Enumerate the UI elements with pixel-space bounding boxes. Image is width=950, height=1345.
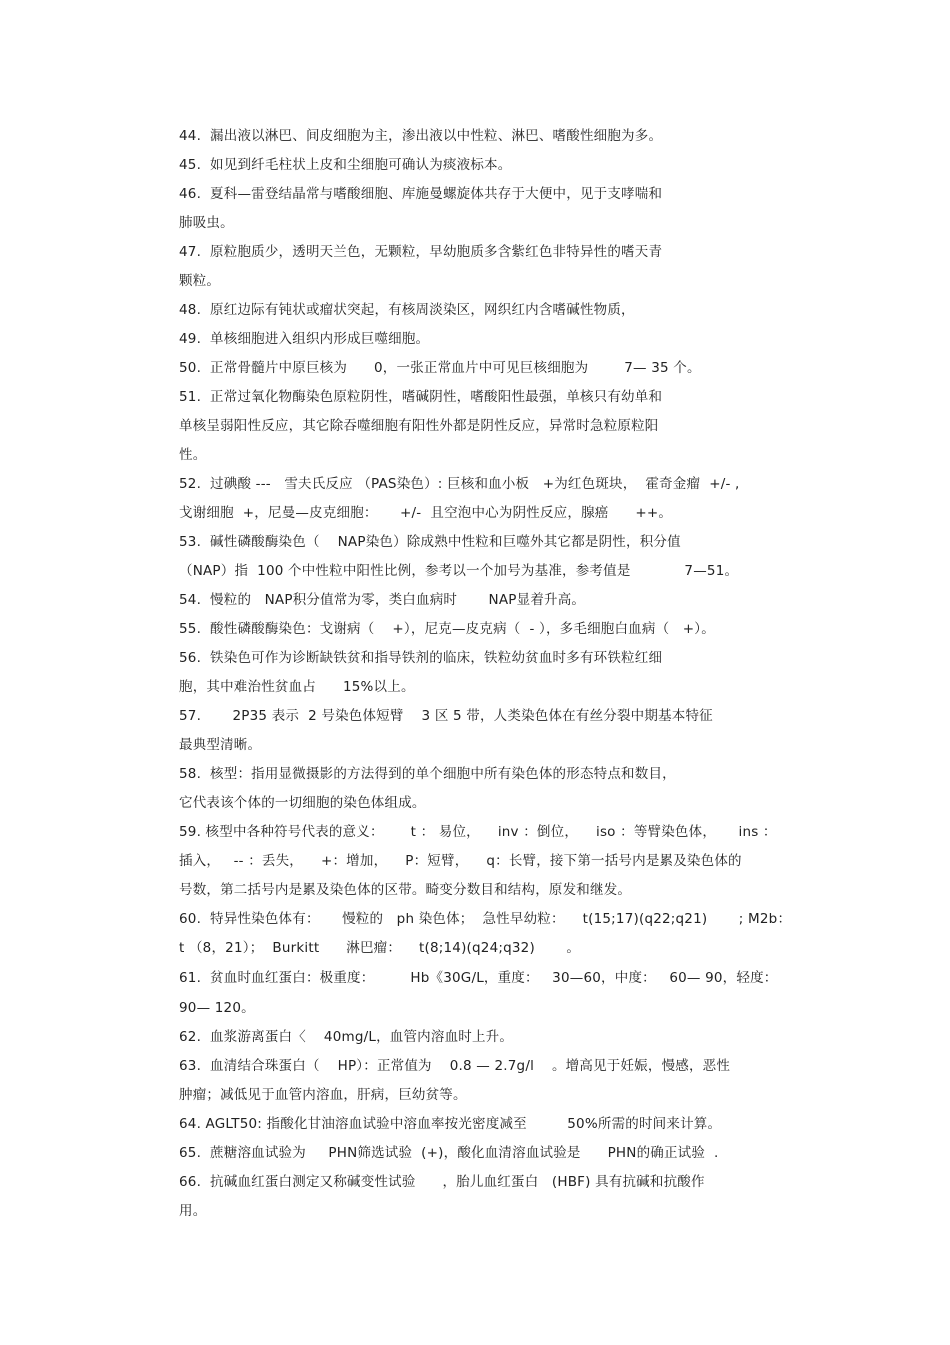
text-line: 肿瘤；减低见于血管内溶血，肝病，巨幼贫等。 bbox=[179, 1087, 467, 1103]
text-line: 颗粒。 bbox=[179, 273, 221, 289]
text-line: 65. 蔗糖溶血试验为 PHN筛选试验 (+)，酸化血清溶血试验是 PHN的确正试验 . bbox=[179, 1145, 719, 1161]
text-line: 48. 原红边际有钝状或瘤状突起，有核周淡染区，网织红内含嗜碱性物质， bbox=[179, 302, 635, 318]
text-line: 47. 原粒胞质少，透明天兰色，无颗粒，早幼胞质多含紫红色非特异性的嗜天青 bbox=[179, 244, 663, 260]
text-line: 56. 铁染色可作为诊断缺铁贫和指导铁剂的临床，铁粒幼贫血时多有环铁粒红细 bbox=[179, 650, 663, 666]
text-line: 胞，其中难治性贫血占 15%以上。 bbox=[179, 679, 415, 695]
text-line: 最典型清晰。 bbox=[179, 737, 262, 753]
text-line: 59. 核型中各种符号代表的意义： t ： 易位， inv ：倒位， iso ：等臂染色体， ins ： bbox=[179, 824, 777, 840]
text-line: 58. 核型：指用显微摄影的方法得到的单个细胞中所有染色体的形态特点和数目， bbox=[179, 766, 676, 782]
text-line: 57. 2P35 表示 2 号染色体短臂 3 区 5 带，人类染色体在有丝分裂中期基本特征 bbox=[179, 708, 713, 724]
text-line: 60. 特异性染色体有： 慢粒的 ph 染色体； 急性早幼粒： t(15;17)(q22;q21) ; M2b： bbox=[179, 911, 792, 927]
text-line: 90— 120。 bbox=[179, 1000, 255, 1016]
text-line: 号数，第二括号内是累及染色体的区带。畸变分数目和结构，原发和继发。 bbox=[179, 882, 632, 898]
text-line: 50. 正常骨髓片中原巨核为 0，一张正常血片中可见巨核细胞为 7— 35 个。 bbox=[179, 360, 701, 376]
text-line: 52. 过碘酸 --- 雪夫氏反应 （PAS染色）: 巨核和血小板 +为红色斑块， 霍奇金瘤 +/- , bbox=[179, 476, 740, 492]
text-line: 戈谢细胞 +，尼曼—皮克细胞： +/- 且空泡中心为阴性反应，腺癌 ++。 bbox=[179, 505, 673, 521]
text-line: 63. 血清结合珠蛋白（ HP）：正常值为 0.8 — 2.7g/l 。增高见于妊娠，慢感，恶性 bbox=[179, 1058, 731, 1074]
text-line: 46. 夏科—雷登结晶常与嗜酸细胞、库施曼螺旋体共存于大便中，见于支哮喘和 bbox=[179, 186, 663, 202]
text-line: 用。 bbox=[179, 1203, 207, 1219]
text-line: 53. 碱性磷酸酶染色（ NAP染色）除成熟中性粒和巨噬外其它都是阴性，积分值 bbox=[179, 534, 681, 550]
text-line: 54. 慢粒的 NAP积分值常为零，类白血病时 NAP显着升高。 bbox=[179, 592, 586, 608]
text-line: （NAP）指 100 个中性粒中阳性比例，参考以一个加号为基准，参考值是 7—51。 bbox=[179, 563, 739, 579]
text-line: 51. 正常过氧化物酶染色原粒阴性，嗜碱阴性，嗜酸阳性最强，单核只有幼单和 bbox=[179, 389, 663, 405]
text-line: 61. 贫血时血红蛋白：极重度： Hb《30G/L，重度： 30—60，中度： 60— 90，轻度： bbox=[179, 970, 778, 986]
text-line: 44. 漏出液以淋巴、间皮细胞为主，渗出液以中性粒、淋巴、嗜酸性细胞为多。 bbox=[179, 128, 663, 144]
text-line: 62. 血浆游离蛋白〈 40mg/L，血管内溶血时上升。 bbox=[179, 1029, 514, 1045]
document-body bbox=[179, 122, 792, 1226]
text-line: 45. 如见到纤毛柱状上皮和尘细胞可确认为痰液标本。 bbox=[179, 157, 512, 173]
text-line: 64. AGLT50: 指酸化甘油溶血试验中溶血率按光密度减至 50%所需的时间来计算。 bbox=[179, 1116, 722, 1132]
text-line: 单核呈弱阳性反应，其它除吞噬细胞有阳性外都是阴性反应，异常时急粒原粒阳 bbox=[179, 418, 659, 434]
text-line: t （8，21）； Burkitt 淋巴瘤： t(8;14)(q24;q32) 。 bbox=[179, 940, 581, 956]
text-line: 55. 酸性磷酸酶染色：戈谢病（ +），尼克—皮克病（ - ），多毛细胞白血病（ +）。 bbox=[179, 621, 715, 637]
text-line: 66. 抗碱血红蛋白测定又称碱变性试验 ，胎儿血红蛋白 (HBF) 具有抗碱和抗酸作 bbox=[179, 1174, 705, 1190]
text-line: 肺吸虫。 bbox=[179, 215, 234, 231]
text-line: 49. 单核细胞进入组织内形成巨噬细胞。 bbox=[179, 331, 430, 347]
text-line: 性。 bbox=[179, 447, 207, 463]
text-line: 它代表该个体的一切细胞的染色体组成。 bbox=[179, 795, 426, 811]
text-line: 插入， -- ：丢失， +：增加， P：短臂， q：长臂，接下第一括号内是累及染色体的 bbox=[179, 853, 742, 869]
